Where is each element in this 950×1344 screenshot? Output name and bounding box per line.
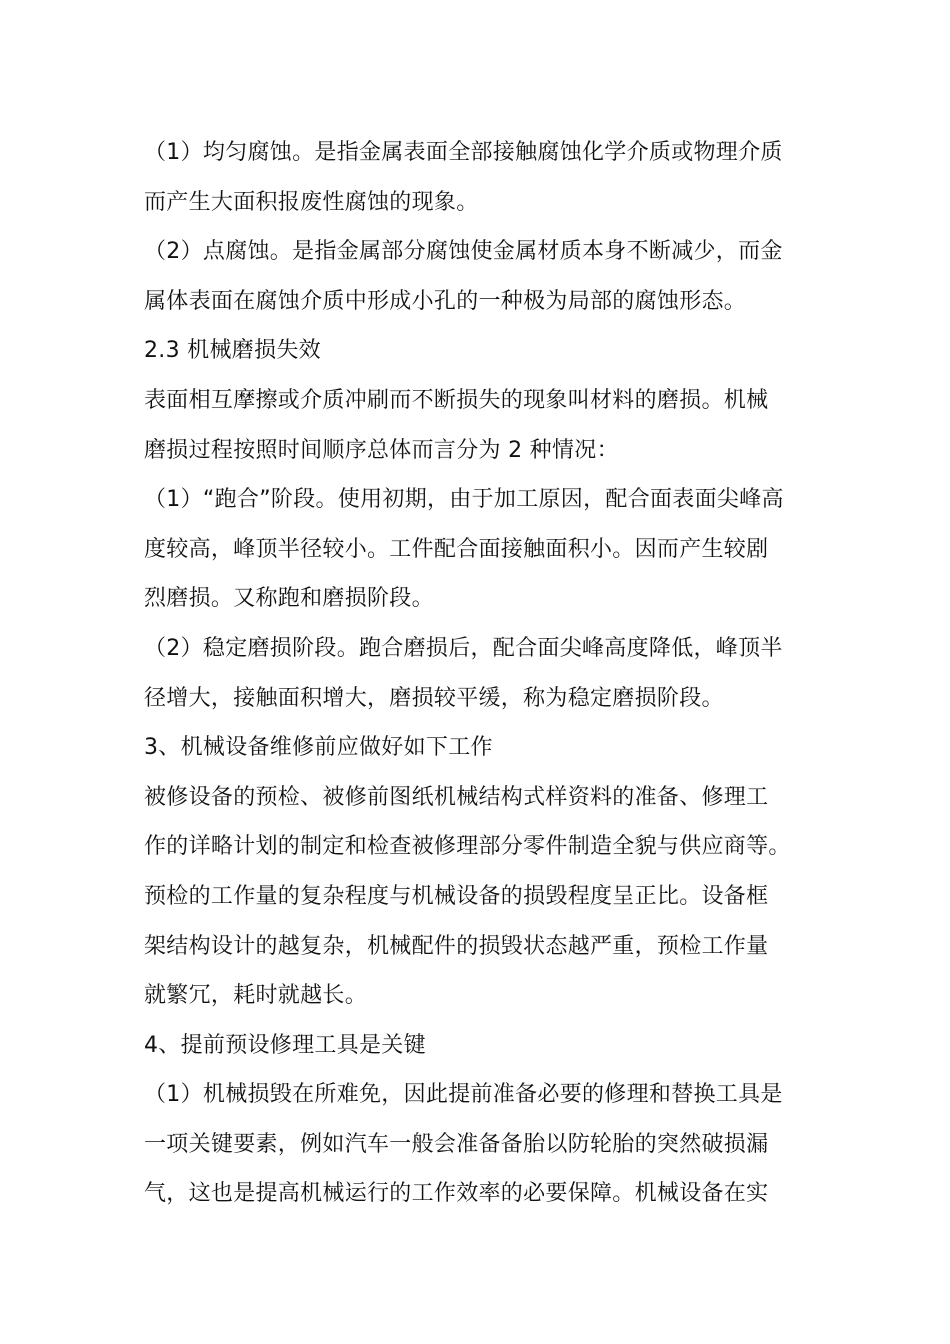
text-line: （1）均匀腐蚀。是指金属表面全部接触腐蚀化学介质或物理介质 (144, 140, 783, 165)
text-line: 就繁冗，耗时就越长。 (144, 983, 368, 1009)
text-line: 表面相互摩擦或介质冲刷而不断损失的现象叫材料的磨损。机械 (144, 387, 769, 413)
text-line: 被修设备的预检、被修前图纸机械结构式样资料的准备、修理工 (144, 784, 769, 810)
text-line: （1）“跑合”阶段。使用初期，由于加工原因，配合面表面尖峰高 (144, 487, 784, 513)
text-line: 作的详略计划的制定和检查被修理部分零件制造全貌与供应商等。 (144, 834, 791, 860)
section-heading: 4、提前预设修理工具是关键 (144, 1032, 426, 1058)
text-line: 气，这也是提高机械运行的工作效率的必要保障。机械设备在实 (144, 1181, 769, 1207)
section-heading: 3、机械设备维修前应做好如下工作 (144, 735, 493, 761)
text-line: （2）稳定磨损阶段。跑合磨损后，配合面尖峰高度降低，峰顶半 (144, 635, 783, 661)
section-heading: 2.3 机械磨损失效 (144, 338, 321, 364)
text-line: （2）点腐蚀。是指金属部分腐蚀使金属材质本身不断减少，而金 (144, 239, 783, 265)
text-line: 径增大，接触面积增大，磨损较平缓，称为稳定磨损阶段。 (144, 685, 724, 711)
document-body (144, 128, 816, 1219)
text-line: 度较高，峰顶半径较小。工件配合面接触面积小。因而产生较剧 (144, 536, 769, 562)
text-line: 一项关键要素，例如汽车一般会准备备胎以防轮胎的突然破损漏 (144, 1131, 769, 1157)
text-line: 属体表面在腐蚀介质中形成小孔的一种极为局部的腐蚀形态。 (144, 288, 747, 314)
text-line: 烈磨损。又称跑和磨损阶段。 (144, 586, 434, 612)
text-line: 架结构设计的越复杂，机械配件的损毁状态越严重，预检工作量 (144, 933, 769, 959)
text-line: 磨损过程按照时间顺序总体而言分为 2 种情况： (144, 437, 619, 463)
text-line: （1）机械损毁在所难免，因此提前准备必要的修理和替换工具是 (144, 1082, 783, 1108)
text-line: 而产生大面积报废性腐蚀的现象。 (144, 189, 479, 215)
text-line: 预检的工作量的复杂程度与机械设备的损毁程度呈正比。设备框 (144, 883, 769, 909)
